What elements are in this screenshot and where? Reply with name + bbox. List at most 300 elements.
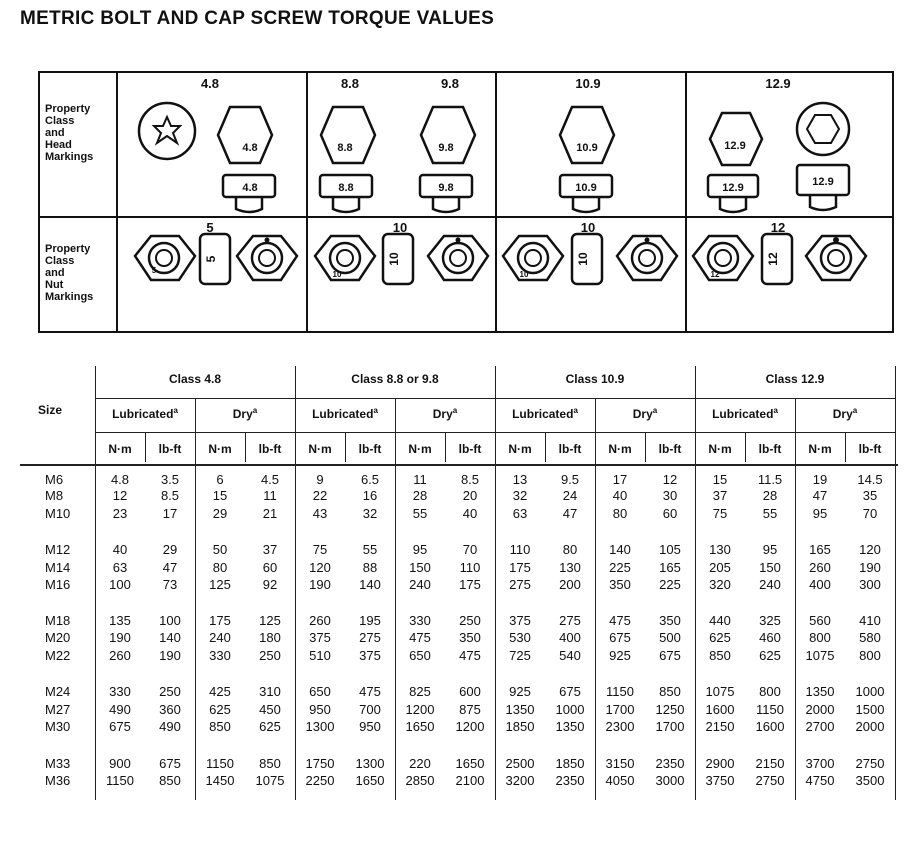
torque-value: 37 — [712, 488, 728, 503]
torque-value: 475 — [609, 613, 631, 628]
torque-value: 1075 — [705, 684, 735, 699]
nut-label-12: 12 — [766, 252, 780, 266]
class-header: Class 10.9 — [565, 372, 625, 386]
torque-value: 240 — [209, 630, 231, 645]
torque-value: 1150 — [606, 684, 634, 699]
torque-value: 110 — [509, 542, 531, 557]
torque-value: 75 — [712, 506, 728, 521]
torque-value: 3200 — [505, 773, 535, 788]
torque-value: 43 — [312, 506, 328, 521]
svg-text:9.8: 9.8 — [438, 182, 454, 194]
torque-value: 100 — [109, 577, 131, 592]
torque-value: 9.5 — [560, 472, 580, 487]
torque-value: 475 — [409, 630, 431, 645]
torque-value: 450 — [259, 702, 281, 717]
torque-value: 2100 — [455, 773, 485, 788]
unit-header: lb-ft — [258, 442, 282, 456]
torque-value: 1250 — [655, 702, 685, 717]
torque-value: 24 — [562, 488, 578, 503]
torque-value: 95 — [812, 506, 828, 521]
torque-value: 190 — [859, 560, 881, 575]
torque-value: 28 — [412, 488, 428, 503]
size-cell: M16 — [45, 577, 71, 592]
bolt-label-4-8: 4.8 — [242, 142, 258, 154]
torque-value: 310 — [259, 684, 281, 699]
torque-value: 80 — [562, 542, 578, 557]
torque-value: 350 — [459, 630, 481, 645]
torque-value: 14.5 — [857, 472, 883, 487]
torque-value: 190 — [109, 630, 131, 645]
torque-value: 190 — [159, 648, 181, 663]
torque-value: 32 — [362, 506, 378, 521]
unit-header: lb-ft — [758, 442, 782, 456]
torque-value: 180 — [259, 630, 281, 645]
class-header: Class 8.8 or 9.8 — [351, 372, 439, 386]
svg-text:10.9: 10.9 — [575, 182, 597, 194]
torque-value: 200 — [559, 577, 581, 592]
torque-value: 540 — [559, 648, 581, 663]
size-cell: M12 — [45, 542, 71, 557]
torque-value: 1300 — [355, 756, 385, 771]
torque-value: 19 — [812, 472, 828, 487]
torque-value: 325 — [759, 613, 781, 628]
torque-value: 460 — [759, 630, 781, 645]
torque-value: 1750 — [305, 756, 335, 771]
torque-value: 16 — [362, 488, 378, 503]
torque-value: 1075 — [255, 773, 285, 788]
head-class-12-9: 12.9 — [765, 76, 791, 91]
torque-value: 625 — [709, 630, 731, 645]
torque-value: 130 — [559, 560, 581, 575]
torque-value: 1350 — [555, 719, 585, 734]
torque-value: 55 — [362, 542, 378, 557]
condition-header: Dry$^a$ — [832, 406, 858, 421]
torque-value: 37 — [262, 542, 278, 557]
torque-value: 22 — [312, 488, 328, 503]
torque-value: 12 — [112, 488, 128, 503]
unit-header: N·m — [708, 442, 732, 456]
torque-value: 500 — [659, 630, 681, 645]
torque-value: 3700 — [805, 756, 835, 771]
torque-value: 9 — [316, 472, 324, 487]
torque-value: 650 — [309, 684, 331, 699]
torque-value: 4750 — [805, 773, 835, 788]
torque-value: 675 — [109, 719, 131, 734]
torque-value: 17 — [612, 472, 628, 487]
torque-value: 205 — [709, 560, 731, 575]
torque-value: 2850 — [405, 773, 435, 788]
torque-value: 360 — [159, 702, 181, 717]
torque-value: 63 — [112, 560, 128, 575]
torque-value: 490 — [159, 719, 181, 734]
socket-head-12-9-icon — [797, 103, 849, 210]
unit-header: N·m — [508, 442, 532, 456]
nut-class-5: 5 — [206, 220, 214, 235]
torque-value: 8.5 — [460, 472, 480, 487]
torque-value: 47 — [562, 506, 578, 521]
torque-value: 1200 — [405, 702, 435, 717]
torque-value: 275 — [359, 630, 381, 645]
torque-value: 47 — [162, 560, 178, 575]
socket-label-12-9: 12.9 — [812, 176, 834, 188]
torque-value: 135 — [109, 613, 131, 628]
nut-markings-label: Property Class and Nut Markings — [45, 243, 94, 303]
torque-value: 1075 — [805, 648, 835, 663]
torque-value: 850 — [159, 773, 181, 788]
head-class-9-8: 9.8 — [440, 76, 460, 91]
head-markings-label: Property Class and Head Markings — [45, 103, 94, 163]
torque-value: 530 — [509, 630, 531, 645]
torque-value: 850 — [209, 719, 231, 734]
torque-value: 175 — [209, 613, 231, 628]
torque-value: 40 — [112, 542, 128, 557]
torque-value: 1850 — [555, 756, 585, 771]
torque-value: 350 — [609, 577, 631, 592]
torque-value: 29 — [212, 506, 228, 521]
torque-value: 330 — [209, 648, 231, 663]
unit-header: N·m — [808, 442, 832, 456]
head-class-8-8: 8.8 — [340, 76, 360, 91]
torque-value: 260 — [109, 648, 131, 663]
torque-value: 800 — [809, 630, 831, 645]
torque-value: 250 — [159, 684, 181, 699]
nut-label-10b: 10 — [576, 252, 590, 266]
bolt-label-9-8: 9.8 — [438, 142, 454, 154]
page-title: METRIC BOLT AND CAP SCREW TORQUE VALUES — [20, 8, 495, 29]
torque-value: 2150 — [705, 719, 735, 734]
torque-value: 195 — [359, 613, 381, 628]
unit-header: N·m — [308, 442, 332, 456]
torque-value: 580 — [859, 630, 881, 645]
svg-text:5: 5 — [151, 266, 157, 275]
torque-value: 40 — [462, 506, 478, 521]
torque-value: 30 — [662, 488, 678, 503]
torque-value: 92 — [262, 577, 278, 592]
size-cell: M18 — [45, 613, 71, 628]
torque-value: 250 — [459, 613, 481, 628]
nut-class-10a: 10 — [392, 220, 408, 235]
torque-value: 320 — [709, 577, 731, 592]
torque-value: 400 — [559, 630, 581, 645]
torque-value: 425 — [209, 684, 231, 699]
torque-value: 475 — [359, 684, 381, 699]
torque-value: 165 — [809, 542, 831, 557]
torque-value: 1200 — [455, 719, 485, 734]
torque-value: 1500 — [855, 702, 885, 717]
torque-value: 3.5 — [160, 472, 180, 487]
torque-value: 1300 — [305, 719, 335, 734]
torque-value: 100 — [159, 613, 181, 628]
torque-value: 130 — [709, 542, 731, 557]
torque-value: 1350 — [505, 702, 535, 717]
class-header: Class 12.9 — [765, 372, 825, 386]
torque-value: 60 — [662, 506, 678, 521]
svg-text:4.8: 4.8 — [242, 182, 258, 194]
torque-value: 850 — [259, 756, 281, 771]
hex-head-9-8-icon — [421, 107, 475, 163]
torque-value: 11 — [413, 472, 427, 487]
torque-value: 350 — [659, 613, 681, 628]
torque-value: 21 — [262, 506, 278, 521]
torque-value: 490 — [109, 702, 131, 717]
torque-value: 120 — [859, 542, 881, 557]
torque-value: 825 — [409, 684, 431, 699]
torque-value: 11.5 — [757, 472, 783, 487]
torque-value: 240 — [409, 577, 431, 592]
torque-value: 8.5 — [160, 488, 180, 503]
torque-value: 475 — [459, 648, 481, 663]
torque-value: 1150 — [106, 773, 134, 788]
torque-value: 4.5 — [260, 472, 280, 487]
torque-value: 1650 — [405, 719, 435, 734]
torque-value: 925 — [509, 684, 531, 699]
torque-value: 80 — [612, 506, 628, 521]
condition-header: Dry$^a$ — [432, 406, 458, 421]
torque-value: 50 — [212, 542, 228, 557]
torque-value: 47 — [812, 488, 828, 503]
bolt-label-8-8: 8.8 — [337, 142, 353, 154]
torque-value: 260 — [809, 560, 831, 575]
hex-head-10-9-icon — [560, 107, 614, 163]
torque-value: 2900 — [705, 756, 735, 771]
torque-value: 15 — [712, 472, 728, 487]
torque-value: 410 — [859, 613, 881, 628]
torque-value: 330 — [109, 684, 131, 699]
size-cell: M8 — [45, 488, 64, 503]
head-class-4-8: 4.8 — [200, 76, 220, 91]
torque-value: 150 — [409, 560, 431, 575]
torque-value: 510 — [309, 648, 331, 663]
torque-value: 275 — [509, 577, 531, 592]
unit-header: lb-ft — [658, 442, 682, 456]
torque-value: 220 — [409, 756, 431, 771]
torque-value: 1650 — [455, 756, 485, 771]
torque-value: 2150 — [755, 756, 785, 771]
torque-value: 17 — [162, 506, 178, 521]
size-header: Size — [38, 403, 63, 417]
torque-value: 1850 — [505, 719, 535, 734]
torque-value: 190 — [309, 577, 331, 592]
torque-table — [20, 360, 898, 800]
unit-header: lb-ft — [558, 442, 582, 456]
unit-header: N·m — [108, 442, 132, 456]
hex-head-12-9-icon — [710, 113, 762, 165]
markings-panel — [38, 71, 894, 333]
torque-value: 250 — [259, 648, 281, 663]
size-cell: M24 — [45, 684, 71, 699]
torque-value: 60 — [262, 560, 278, 575]
torque-value: 300 — [859, 577, 881, 592]
nut-label-5: 5 — [204, 255, 218, 263]
torque-value: 95 — [762, 542, 778, 557]
bolt-label-12-9: 12.9 — [724, 140, 746, 152]
torque-value: 925 — [609, 648, 631, 663]
torque-value: 125 — [209, 577, 231, 592]
torque-value: 650 — [409, 648, 431, 663]
torque-value: 175 — [509, 560, 531, 575]
torque-value: 1600 — [755, 719, 785, 734]
torque-value: 12 — [662, 472, 678, 487]
torque-value: 625 — [259, 719, 281, 734]
torque-value: 150 — [759, 560, 781, 575]
torque-value: 3150 — [605, 756, 635, 771]
torque-value: 1700 — [605, 702, 635, 717]
unit-header: N·m — [408, 442, 432, 456]
torque-value: 32 — [512, 488, 528, 503]
size-cell: M20 — [45, 630, 71, 645]
torque-value: 6 — [216, 472, 224, 487]
svg-text:10: 10 — [519, 270, 529, 279]
torque-value: 1450 — [205, 773, 235, 788]
torque-value: 70 — [462, 542, 478, 557]
torque-value: 110 — [459, 560, 481, 575]
markings-illustrations — [40, 73, 896, 335]
torque-value: 950 — [359, 719, 381, 734]
round-head-bolt-icon — [139, 103, 195, 159]
torque-value: 375 — [309, 630, 331, 645]
torque-value: 165 — [659, 560, 681, 575]
torque-value: 330 — [409, 613, 431, 628]
size-cell: M22 — [45, 648, 71, 663]
torque-value: 55 — [762, 506, 778, 521]
torque-value: 140 — [609, 542, 631, 557]
torque-value: 6.5 — [360, 472, 380, 487]
torque-value: 80 — [212, 560, 228, 575]
condition-header: Dry$^a$ — [632, 406, 658, 421]
svg-text:12: 12 — [710, 270, 720, 279]
torque-value: 3750 — [705, 773, 735, 788]
torque-value: 2700 — [805, 719, 835, 734]
size-cell: M6 — [45, 472, 64, 487]
unit-header: lb-ft — [158, 442, 182, 456]
torque-value: 1000 — [555, 702, 585, 717]
size-cell: M10 — [45, 506, 71, 521]
torque-value: 2300 — [605, 719, 635, 734]
torque-value: 625 — [759, 648, 781, 663]
torque-value: 800 — [759, 684, 781, 699]
size-cell: M33 — [45, 756, 71, 771]
torque-value: 225 — [609, 560, 631, 575]
torque-value: 560 — [809, 613, 831, 628]
torque-value: 275 — [559, 613, 581, 628]
torque-value: 675 — [559, 684, 581, 699]
torque-value: 1600 — [705, 702, 735, 717]
torque-value: 400 — [809, 577, 831, 592]
torque-value: 11 — [263, 488, 277, 503]
torque-value: 40 — [612, 488, 628, 503]
torque-value: 95 — [412, 542, 428, 557]
torque-value: 1150 — [206, 756, 234, 771]
torque-value: 260 — [309, 613, 331, 628]
torque-value: 2000 — [855, 719, 885, 734]
torque-value: 15 — [212, 488, 228, 503]
torque-value: 900 — [109, 756, 131, 771]
head-class-10-9: 10.9 — [575, 76, 601, 91]
torque-value: 375 — [509, 613, 531, 628]
bolt-label-10-9: 10.9 — [576, 142, 598, 154]
svg-text:8.8: 8.8 — [338, 182, 354, 194]
torque-value: 105 — [659, 542, 681, 557]
torque-value: 75 — [312, 542, 328, 557]
torque-value: 3500 — [855, 773, 885, 788]
torque-value: 700 — [359, 702, 381, 717]
torque-value: 850 — [709, 648, 731, 663]
torque-value: 225 — [659, 577, 681, 592]
torque-value: 13 — [512, 472, 528, 487]
torque-value: 2250 — [305, 773, 335, 788]
torque-value: 800 — [859, 648, 881, 663]
size-cell: M14 — [45, 560, 71, 575]
size-cell: M30 — [45, 719, 71, 734]
torque-value: 2350 — [655, 756, 685, 771]
hex-head-8-8-icon — [321, 107, 375, 163]
torque-value: 73 — [162, 577, 178, 592]
torque-value: 875 — [459, 702, 481, 717]
unit-header: N·m — [208, 442, 232, 456]
torque-value: 3000 — [655, 773, 685, 788]
condition-header: Lubricated$^a$ — [512, 406, 578, 421]
torque-value: 29 — [162, 542, 178, 557]
torque-value: 55 — [412, 506, 428, 521]
svg-text:10: 10 — [332, 270, 342, 279]
torque-value: 675 — [659, 648, 681, 663]
torque-value: 675 — [609, 630, 631, 645]
torque-value: 175 — [459, 577, 481, 592]
torque-value: 140 — [159, 630, 181, 645]
torque-value: 2750 — [855, 756, 885, 771]
torque-value: 440 — [709, 613, 731, 628]
torque-value: 600 — [459, 684, 481, 699]
condition-header: Lubricated$^a$ — [312, 406, 378, 421]
torque-value: 4.8 — [110, 472, 130, 487]
torque-value: 375 — [359, 648, 381, 663]
hex-head-4-8-icon — [218, 107, 272, 163]
unit-header: lb-ft — [458, 442, 482, 456]
svg-text:12.9: 12.9 — [722, 182, 744, 194]
torque-value: 70 — [862, 506, 878, 521]
torque-value: 63 — [512, 506, 528, 521]
torque-value: 2500 — [505, 756, 535, 771]
torque-value: 625 — [209, 702, 231, 717]
torque-value: 1350 — [805, 684, 835, 699]
nut-class-12: 12 — [770, 220, 786, 235]
torque-value: 28 — [762, 488, 778, 503]
torque-value: 1650 — [355, 773, 385, 788]
unit-header: lb-ft — [858, 442, 882, 456]
torque-value: 1150 — [756, 702, 784, 717]
torque-value: 240 — [759, 577, 781, 592]
torque-value: 1000 — [855, 684, 885, 699]
torque-value: 35 — [862, 488, 878, 503]
torque-value: 2000 — [805, 702, 835, 717]
torque-value: 2750 — [755, 773, 785, 788]
torque-value: 4050 — [605, 773, 635, 788]
torque-value: 20 — [462, 488, 478, 503]
unit-header: lb-ft — [358, 442, 382, 456]
torque-value: 120 — [309, 560, 331, 575]
torque-value: 140 — [359, 577, 381, 592]
size-cell: M36 — [45, 773, 71, 788]
torque-value: 850 — [659, 684, 681, 699]
size-cell: M27 — [45, 702, 71, 717]
nut-label-10a: 10 — [387, 252, 401, 266]
unit-header: N·m — [608, 442, 632, 456]
torque-value: 125 — [259, 613, 281, 628]
torque-value: 675 — [159, 756, 181, 771]
class-header: Class 4.8 — [168, 372, 222, 386]
torque-value: 725 — [509, 648, 531, 663]
torque-value: 88 — [362, 560, 378, 575]
